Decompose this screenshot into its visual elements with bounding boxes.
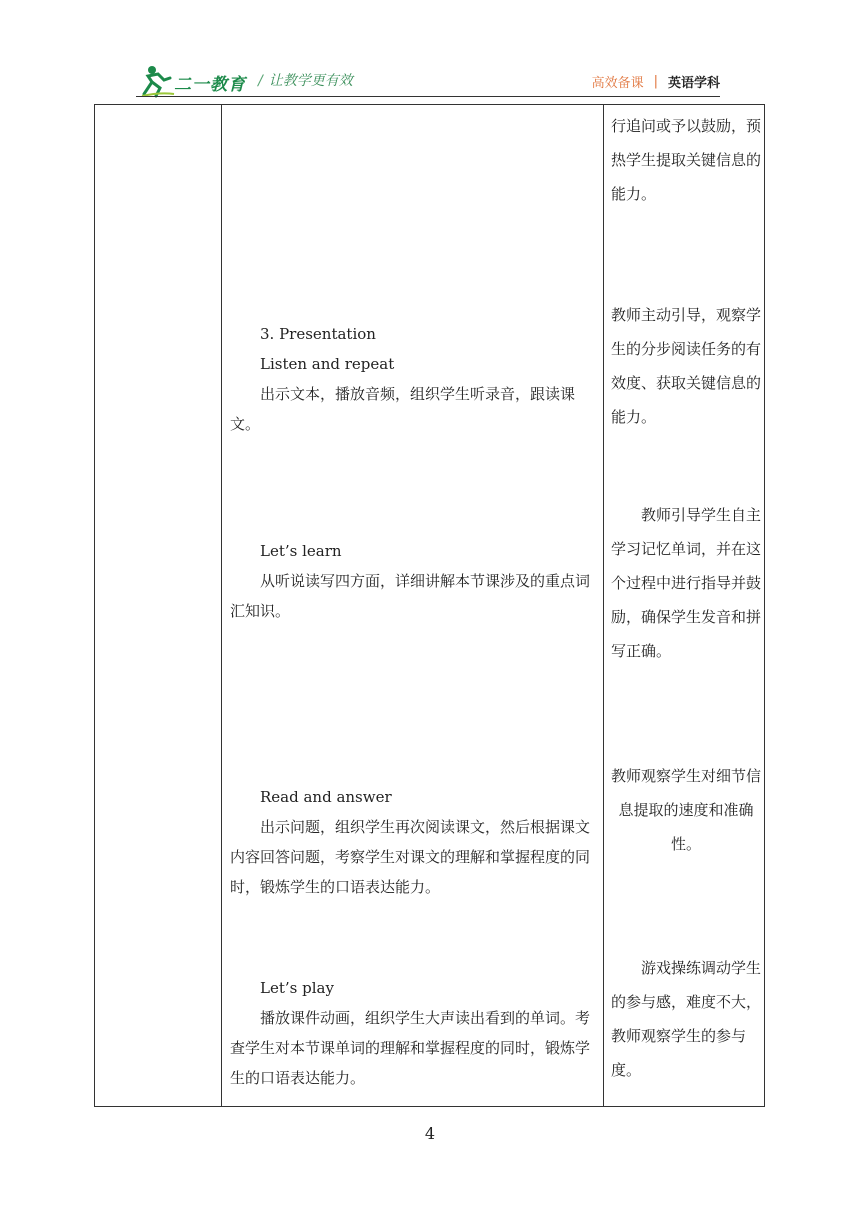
cell-intent-warmup: 行追问或予以鼓励，预热学生提取关键信息的能力。	[611, 117, 762, 203]
header-separator: |	[653, 74, 658, 89]
listen-body: 出示文本，播放音频，组织学生听录音，跟读课文。	[230, 385, 576, 433]
header-subtitle-subject: 英语学科	[667, 76, 720, 91]
logo-text: 二一教育	[174, 75, 246, 95]
column-divider-2	[603, 105, 604, 1106]
cell-lets-play	[230, 973, 602, 1093]
cell-intent-learn: 教师引导学生自主学习记忆单词，并在这个过程中进行指导并鼓励，确保学生发音和拼写正确。	[611, 506, 762, 660]
presentation-heading: 3. Presentation	[260, 325, 376, 343]
cell-intent-listen: 教师主动引导，观察学生的分步阅读任务的有效度、获取关键信息的能力。	[611, 306, 762, 426]
learn-heading: Let’s learn	[260, 542, 342, 560]
play-heading: Let’s play	[260, 979, 334, 997]
page-header	[0, 0, 860, 100]
slogan: / 让教学更有效	[258, 73, 353, 89]
header-subtitle-prep: 高效备课	[591, 76, 644, 91]
cell-listen-repeat	[230, 319, 602, 439]
page-number: 4	[424, 1124, 436, 1143]
learn-body: 从听说读写四方面，详细讲解本节课涉及的重点词汇知识。	[230, 572, 591, 620]
read-heading: Read and answer	[260, 788, 392, 806]
header-subject	[592, 72, 720, 91]
column-divider-1	[221, 105, 222, 1106]
slogan-text: 让教学更有效	[268, 73, 353, 89]
play-body: 播放课件动画，组织学生大声读出看到的单词。考查学生对本节课单词的理解和掌握程度的同时，锻炼学生的口语表达能力。	[230, 1009, 591, 1087]
cell-lets-learn	[230, 536, 602, 626]
lesson-table	[94, 104, 765, 1107]
read-body: 出示问题，组织学生再次阅读课文，然后根据课文内容回答问题，考察学生对课文的理解和掌握程度的同时，锻炼学生的口语表达能力。	[230, 818, 591, 896]
listen-heading: Listen and repeat	[260, 355, 395, 373]
cell-read-answer	[230, 782, 602, 902]
header-rule	[136, 96, 720, 97]
cell-intent-read: 教师观察学生对细节信息提取的速度和准确性。	[611, 767, 762, 853]
cell-intent-play: 游戏操练调动学生的参与感，难度不大，教师观察学生的参与度。	[611, 959, 762, 1079]
